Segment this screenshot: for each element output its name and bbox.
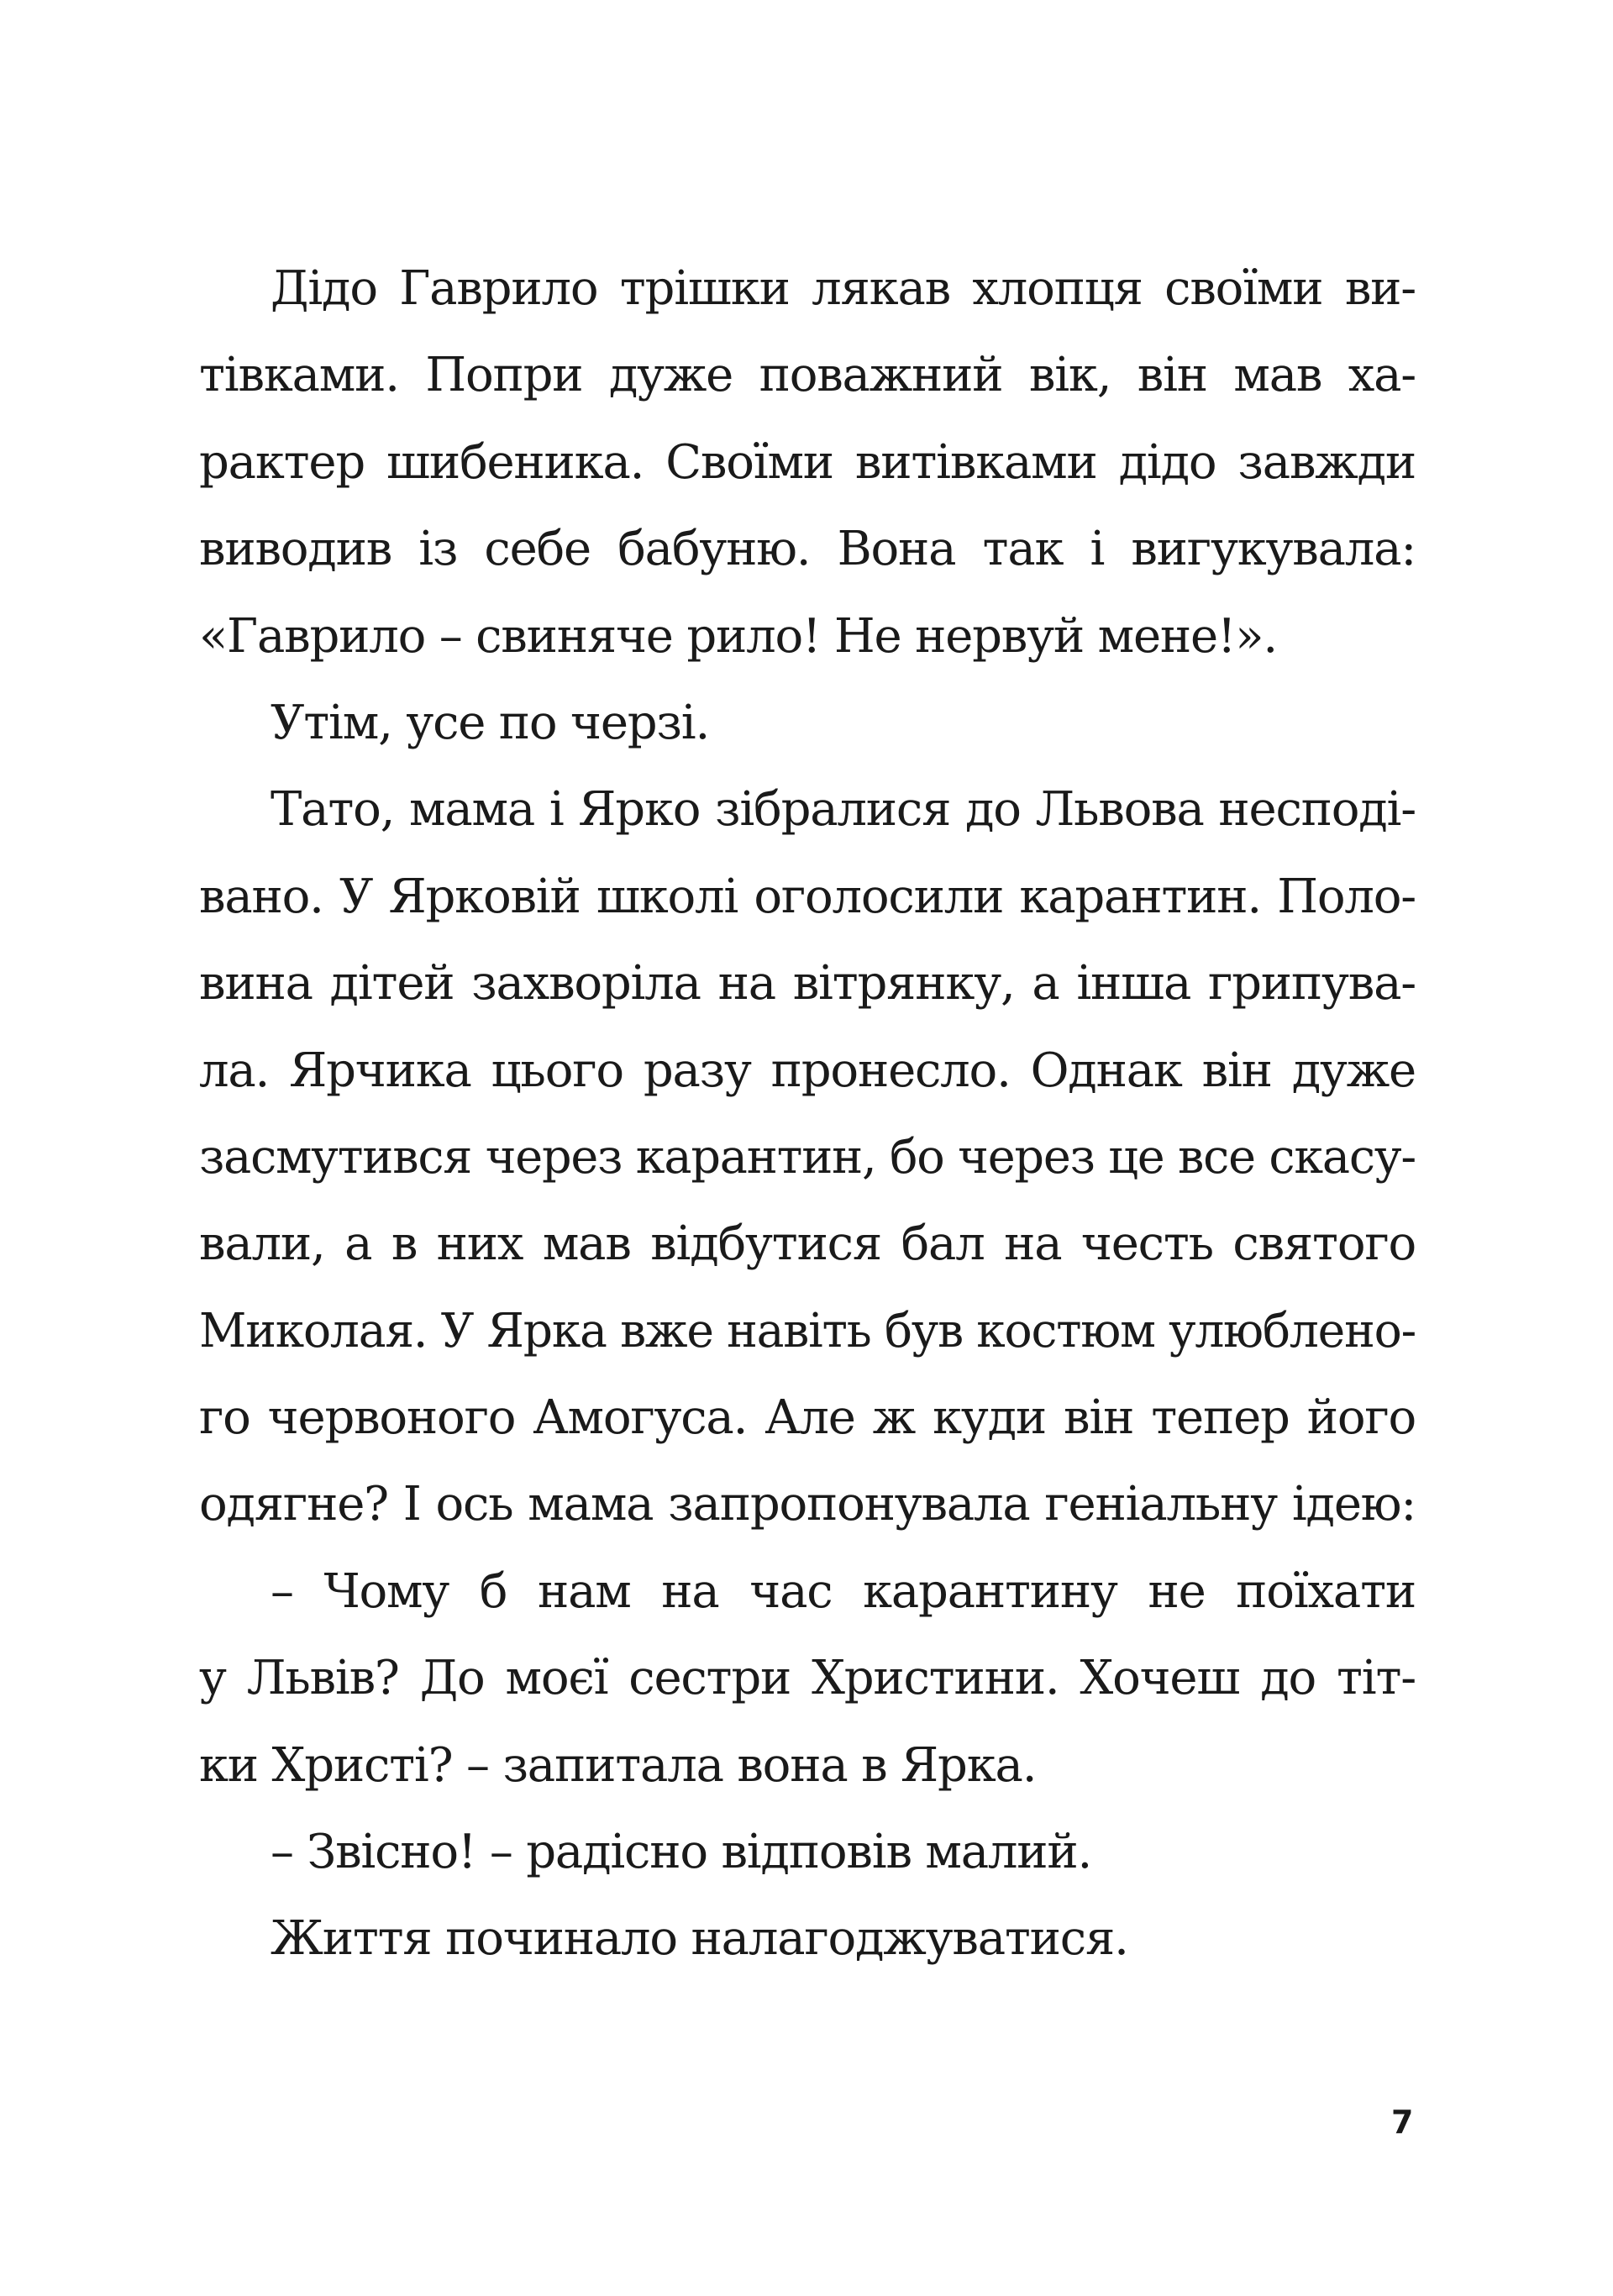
text-line: засмутився через карантин, бо через це все скасу-	[199, 1129, 1416, 1185]
text-line: Утім, усе по черзі.	[271, 695, 710, 750]
text-line: Життя починало налагоджуватися.	[271, 1911, 1128, 1967]
text-line: виводив із себе бабуню. Вона так і вигукувала:	[199, 522, 1416, 577]
text-line: вина дітей захворіла на вітрянку, а інша грипува-	[199, 956, 1416, 1011]
page-number: 7	[1391, 2104, 1414, 2141]
text-line: у Львів? До моєї сестри Христини. Хочеш до тіт-	[199, 1651, 1416, 1706]
text-line: Дідо Гаврило трішки лякав хлопця своїми ви-	[271, 261, 1416, 316]
text-line: вали, а в них мав відбутися бал на честь святого	[199, 1216, 1416, 1272]
text-line: ки Христі? – запитала вона в Ярка.	[199, 1737, 1037, 1793]
text-line: тівками. Попри дуже поважний вік, він мав ха-	[199, 348, 1416, 403]
body-text	[199, 245, 1416, 1983]
text-line: – Чому б нам на час карантину не поїхати	[271, 1563, 1416, 1619]
text-line: го червоного Амогуса. Але ж куди він тепер його	[199, 1390, 1416, 1446]
text-line: Миколая. У Ярка вже навіть був костюм улюблено-	[199, 1303, 1416, 1358]
text-line: рактер шибеника. Своїми витівками дідо завжди	[199, 434, 1416, 490]
text-line: одягне? І ось мама запропонувала геніальну ідею:	[199, 1477, 1416, 1532]
text-line: вано. У Ярковій школі оголосили карантин. Поло-	[199, 869, 1416, 924]
text-line: Тато, мама і Ярко зібралися до Львова несподі-	[271, 782, 1416, 838]
text-line: – Звісно! – радісно відповів малий.	[271, 1825, 1092, 1880]
text-line: «Гаврило – свиняче рило! Не нервуй мене!».	[199, 608, 1277, 664]
text-line: ла. Ярчика цього разу пронесло. Однак він дуже	[199, 1043, 1416, 1098]
